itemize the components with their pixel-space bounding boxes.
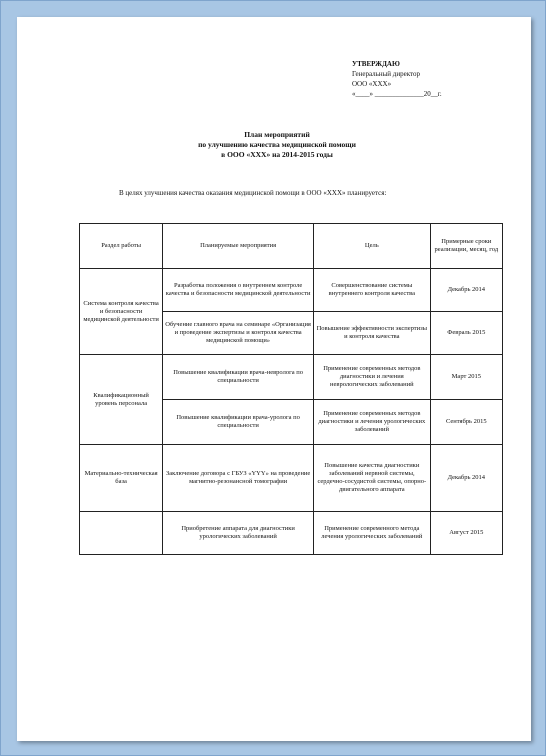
approval-block — [352, 59, 442, 99]
title-line-3: в ООО «XXX» на 2014-2015 годы — [221, 150, 333, 159]
deadline-cell: Сентябрь 2015 — [430, 400, 502, 445]
deadline-cell: Август 2015 — [430, 512, 502, 555]
deadline-cell: Декабрь 2014 — [430, 445, 502, 512]
goal-cell: Повышение эффективности экспертизы и контроля качества — [314, 312, 431, 355]
approval-heading: УТВЕРЖДАЮ — [352, 60, 400, 68]
plan-table — [79, 223, 503, 555]
table-header-row — [80, 224, 503, 269]
activity-cell: Заключение договора с ГБУЗ «YYY» на проведение магнитно-резонансной томографии — [163, 445, 314, 512]
approval-company: ООО «XXX» — [352, 80, 392, 88]
goal-cell: Применение современных методов диагностики и лечения урологических заболеваний — [314, 400, 431, 445]
table-row — [80, 512, 503, 555]
activity-cell: Приобретение аппарата для диагностики урологических заболеваний — [163, 512, 314, 555]
activity-cell: Разработка положения о внутреннем контроле качества и безопасности медицинской деятельности — [163, 269, 314, 312]
activity-cell: Обучение главного врача на семинаре «Организация и проведение экспертизы и контроля качества медицинской помощи» — [163, 312, 314, 355]
header-activities: Планируемые мероприятия — [163, 224, 314, 269]
section-cell — [80, 512, 163, 555]
header-deadline: Примерные сроки реализации, месяц, год — [430, 224, 502, 269]
deadline-cell: Февраль 2015 — [430, 312, 502, 355]
header-goal: Цель — [314, 224, 431, 269]
title-line-2: по улучшению качества медицинской помощи — [198, 140, 356, 149]
goal-cell: Применение современного метода лечения урологических заболеваний — [314, 512, 431, 555]
activity-cell: Повышение квалификации врача-невролога по специальности — [163, 355, 314, 400]
approval-position: Генеральный директор — [352, 70, 420, 78]
header-section: Раздел работы — [80, 224, 163, 269]
section-cell: Квалификационный уровень персонала — [80, 355, 163, 445]
section-cell: Система контроля качества и безопасности медицинской деятельности — [80, 269, 163, 355]
approval-date: «____» ______________20__г. — [352, 90, 442, 98]
table-row — [80, 445, 503, 512]
deadline-cell: Декабрь 2014 — [430, 269, 502, 312]
document-page — [17, 17, 531, 741]
table-row — [80, 355, 503, 400]
section-cell: Материально-техническая база — [80, 445, 163, 512]
document-title — [77, 130, 477, 160]
title-line-1: План мероприятий — [244, 130, 310, 139]
activity-cell: Повышение квалификации врача-уролога по специальности — [163, 400, 314, 445]
goal-cell: Применение современных методов диагностики и лечения неврологических заболеваний — [314, 355, 431, 400]
table-row — [80, 269, 503, 312]
deadline-cell: Март 2015 — [430, 355, 502, 400]
intro-paragraph: В целях улучшения качества оказания медицинской помощи в ООО «XXX» планируется: — [119, 189, 387, 197]
goal-cell: Совершенствование системы внутреннего контроля качества — [314, 269, 431, 312]
goal-cell: Повышение качества диагностики заболеваний нервной системы, сердечно-сосудистой системы, опорно-двигательного аппарата — [314, 445, 431, 512]
